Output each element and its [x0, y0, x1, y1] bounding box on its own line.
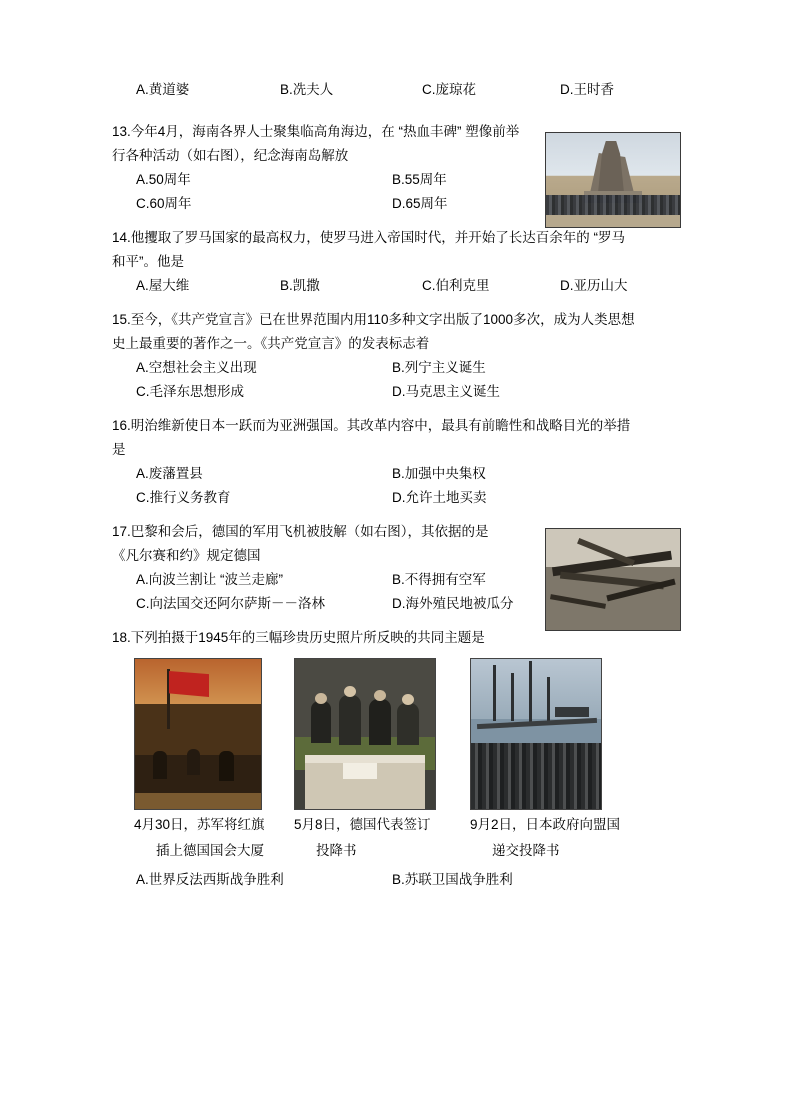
officer-figure — [397, 703, 419, 745]
officer-head — [315, 693, 327, 704]
question-14-text-line-1: 14.他攫取了罗马国家的最高权力，使罗马进入帝国时代，并开始了长达百余年的 “罗马 — [112, 230, 626, 245]
option-c[interactable]: C.庞琼花 — [422, 82, 476, 97]
officer-figure — [311, 701, 331, 743]
option-b[interactable]: B.列宁主义诞生 — [392, 360, 486, 375]
question-14-options — [112, 274, 680, 298]
option-c[interactable]: C.毛泽东思想形成 — [136, 384, 244, 399]
question-14-text-line-2: 和平”。他是 — [112, 254, 184, 269]
question-18-options-row-1 — [112, 868, 680, 892]
option-c[interactable]: C.向法国交还阿尔萨斯－－洛林 — [136, 596, 325, 611]
photo-2-caption-line-1: 5月8日，德国代表签订 — [294, 817, 431, 832]
soldier-figure — [153, 751, 167, 779]
photo-2-caption-line-2: 投降书 — [316, 843, 357, 858]
photo-rubble — [135, 793, 261, 809]
option-a[interactable]: A.废藩置县 — [136, 466, 203, 481]
option-b[interactable]: B.不得拥有空军 — [392, 572, 486, 587]
option-a[interactable]: A.向波兰割让 “波兰走廊” — [136, 572, 283, 587]
option-d[interactable]: D.海外殖民地被瓜分 — [392, 596, 514, 611]
question-17-text-line-2: 《凡尔赛和约》规定德国 — [112, 548, 261, 563]
distant-ship — [555, 707, 589, 717]
photo-german-surrender-signing — [294, 658, 436, 810]
question-18-captions-line-1 — [112, 814, 680, 836]
soviet-flag — [169, 671, 209, 697]
option-c[interactable]: C.推行义务教育 — [136, 490, 231, 505]
question-15-text-line-2: 史上最重要的著作之一。《共产党宣言》的发表标志着 — [112, 336, 430, 351]
question-16-text-line-2: 是 — [112, 442, 126, 457]
question-18-photo-row — [112, 658, 680, 810]
option-b[interactable]: B.55周年 — [392, 172, 447, 187]
question-18-text-line-1: 18.下列拍摄于1945年的三幅珍贵历史照片所反映的共同主题是 — [112, 630, 485, 645]
question-16 — [112, 414, 680, 510]
option-c[interactable]: C.60周年 — [136, 196, 192, 211]
question-15-options-row-2 — [112, 380, 680, 404]
question-content — [112, 78, 680, 902]
question-16-options-row-1 — [112, 462, 680, 486]
question-17 — [112, 520, 680, 616]
photo-3-caption-line-1: 9月2日，日本政府向盟国 — [470, 817, 621, 832]
ship-mast — [511, 673, 514, 721]
option-a[interactable]: A.空想社会主义出现 — [136, 360, 257, 375]
soldier-figure — [187, 749, 200, 775]
option-b[interactable]: B.凯撒 — [280, 278, 320, 293]
option-a[interactable]: A.世界反法西斯战争胜利 — [136, 872, 284, 887]
option-d[interactable]: D.马克思主义诞生 — [392, 384, 500, 399]
option-b[interactable]: B.冼夫人 — [280, 82, 334, 97]
question-13-options-row-2 — [112, 192, 680, 216]
question-17-options-row-2 — [112, 592, 680, 616]
question-12-options — [112, 78, 680, 102]
option-a[interactable]: A.黄道婆 — [136, 82, 190, 97]
ship-mast — [529, 661, 532, 723]
question-15-options-row-1 — [112, 356, 680, 380]
photo-1-caption-line-1: 4月30日，苏军将红旗 — [134, 817, 265, 832]
option-d[interactable]: D.亚历山大 — [560, 278, 628, 293]
option-a[interactable]: A.50周年 — [136, 172, 191, 187]
surrender-document — [343, 763, 377, 779]
question-17-options-row-1 — [112, 568, 680, 592]
question-18 — [112, 626, 680, 892]
option-b[interactable]: B.苏联卫国战争胜利 — [392, 872, 513, 887]
question-13-text-line-1: 13.今年4月，海南各界人士聚集临高角海边，在 “热血丰碑” 塑像前举 — [112, 124, 520, 139]
photo-japan-surrender-ceremony — [470, 658, 602, 810]
ship-mast — [547, 677, 550, 721]
photo-3-caption-line-2: 递交投降书 — [492, 843, 560, 858]
question-13-options-row-1 — [112, 168, 680, 192]
question-15-text-line-1: 15.至今，《共产党宣言》已在世界范围内用110多种文字出版了1000多次，成为人类思想 — [112, 312, 635, 327]
option-d[interactable]: D.允许土地买卖 — [392, 490, 487, 505]
officer-head — [402, 694, 414, 705]
question-18-captions-line-2 — [112, 840, 680, 862]
photo-1-caption-line-2: 插上德国国会大厦 — [156, 843, 264, 858]
signing-table-edge — [305, 755, 425, 763]
officer-head — [344, 686, 356, 697]
option-c[interactable]: C.伯利克里 — [422, 278, 490, 293]
ship-mast — [493, 665, 496, 721]
question-16-text-line-1: 16.明治维新使日本一跃而为亚洲强国。其改革内容中，最具有前瞻性和战略目光的举措 — [112, 418, 631, 433]
question-16-options-row-2 — [112, 486, 680, 510]
photo-crowd — [471, 743, 601, 809]
option-a[interactable]: A.屋大维 — [136, 278, 190, 293]
question-14 — [112, 226, 680, 298]
question-17-text-line-1: 17.巴黎和会后，德国的军用飞机被肢解（如右图），其依据的是 — [112, 524, 489, 539]
question-13 — [112, 120, 680, 216]
option-b[interactable]: B.加强中央集权 — [392, 466, 486, 481]
option-d[interactable]: D.王时香 — [560, 82, 614, 97]
option-d[interactable]: D.65周年 — [392, 196, 448, 211]
officer-head — [374, 690, 386, 701]
soldier-figure — [219, 751, 234, 781]
question-15 — [112, 308, 680, 404]
officer-figure — [339, 695, 361, 745]
question-13-text-line-2: 行各种活动（如右图），纪念海南岛解放 — [112, 148, 349, 163]
officer-figure — [369, 699, 391, 745]
photo-reichstag-red-flag — [134, 658, 262, 810]
